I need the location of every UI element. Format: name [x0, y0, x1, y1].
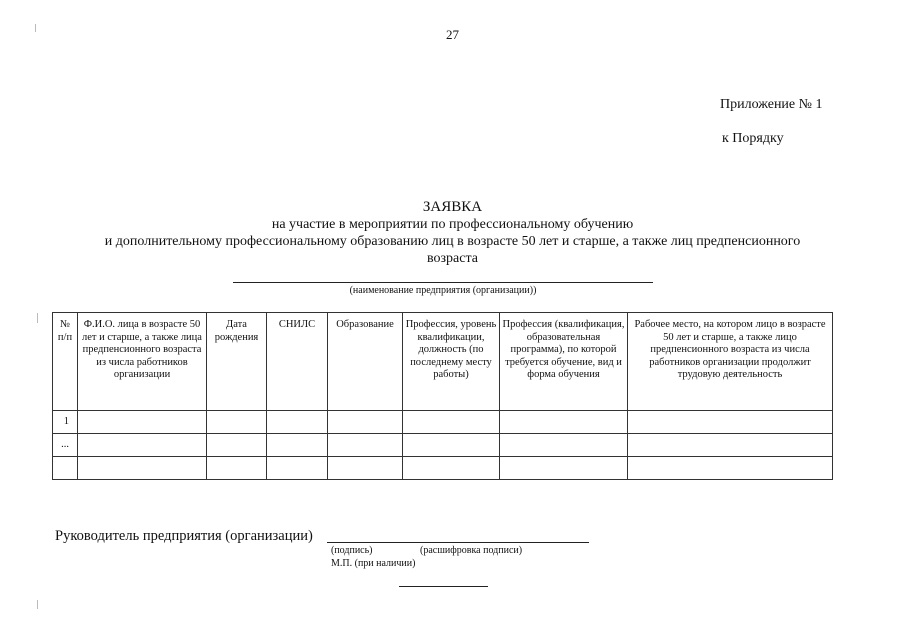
application-table [52, 312, 833, 480]
table-cell[interactable] [267, 457, 328, 480]
scan-speck [37, 600, 38, 609]
table-cell[interactable] [328, 434, 403, 457]
table-cell[interactable] [78, 457, 207, 480]
table-cell[interactable]: ... [53, 434, 78, 457]
header-workplace: Рабочее место, на котором лицо в возрасте 50 лет и старше, а также лицо предпенсионного возраста из числа работников организации продолжит трудовую деятельность [628, 313, 833, 411]
signature-label: Руководитель предприятия (организации) [55, 528, 313, 544]
order-label: к Порядку [722, 131, 784, 146]
table-cell[interactable] [78, 434, 207, 457]
table-cell[interactable] [53, 457, 78, 480]
table-cell[interactable] [500, 457, 628, 480]
document-title: ЗАЯВКА [422, 199, 483, 215]
seal-caption: М.П. (при наличии) [331, 558, 416, 569]
header-education: Образование [328, 313, 403, 411]
title-line-2: и дополнительному профессиональному образованию лиц в возрасте 50 лет и старше, а также лиц предпенсионного [104, 234, 801, 249]
table-cell[interactable] [628, 434, 833, 457]
table-cell[interactable] [328, 411, 403, 434]
header-number: № п/п [53, 313, 78, 411]
table-cell[interactable] [267, 434, 328, 457]
table-row [53, 411, 833, 434]
header-training: Профессия (квалификация, образовательная программа), по которой требуется обучение, вид и форма обучения [500, 313, 628, 411]
table-cell[interactable] [403, 411, 500, 434]
table-cell[interactable] [267, 411, 328, 434]
table-cell[interactable] [403, 457, 500, 480]
table-header-row [53, 313, 833, 411]
organization-caption: (наименование предприятия (организации)) [349, 285, 537, 296]
table-cell[interactable] [207, 434, 267, 457]
title-block [40, 199, 865, 267]
table-cell[interactable] [628, 411, 833, 434]
title-line-1: на участие в мероприятии по профессиональному обучению [271, 217, 634, 232]
table-cell[interactable] [500, 434, 628, 457]
table-cell[interactable] [403, 434, 500, 457]
header-full-name: Ф.И.О. лица в возрасте 50 лет и старше, а также лица предпенсионного возраста из числа работников организации [78, 313, 207, 411]
table-cell[interactable] [328, 457, 403, 480]
table-row [53, 457, 833, 480]
header-profession: Профессия, уровень квалификации, должность (по последнему месту работы) [403, 313, 500, 411]
scan-speck [37, 313, 38, 323]
table-cell[interactable]: 1 [53, 411, 78, 434]
organization-name-line [233, 282, 653, 283]
table-cell[interactable] [207, 411, 267, 434]
page-number: 27 [446, 27, 459, 42]
header-snils: СНИЛС [267, 313, 328, 411]
signature-caption: (подпись) [331, 545, 373, 556]
title-line-3: возраста [427, 251, 478, 266]
table-cell[interactable] [207, 457, 267, 480]
bottom-separator-line [399, 586, 488, 587]
header-birth-date: Дата рождения [207, 313, 267, 411]
table-cell[interactable] [500, 411, 628, 434]
table-row [53, 434, 833, 457]
table-cell[interactable] [78, 411, 207, 434]
appendix-label: Приложение № 1 [720, 97, 823, 112]
signature-line [327, 542, 589, 543]
signature-decode-caption: (расшифровка подписи) [420, 545, 523, 556]
table-cell[interactable] [628, 457, 833, 480]
